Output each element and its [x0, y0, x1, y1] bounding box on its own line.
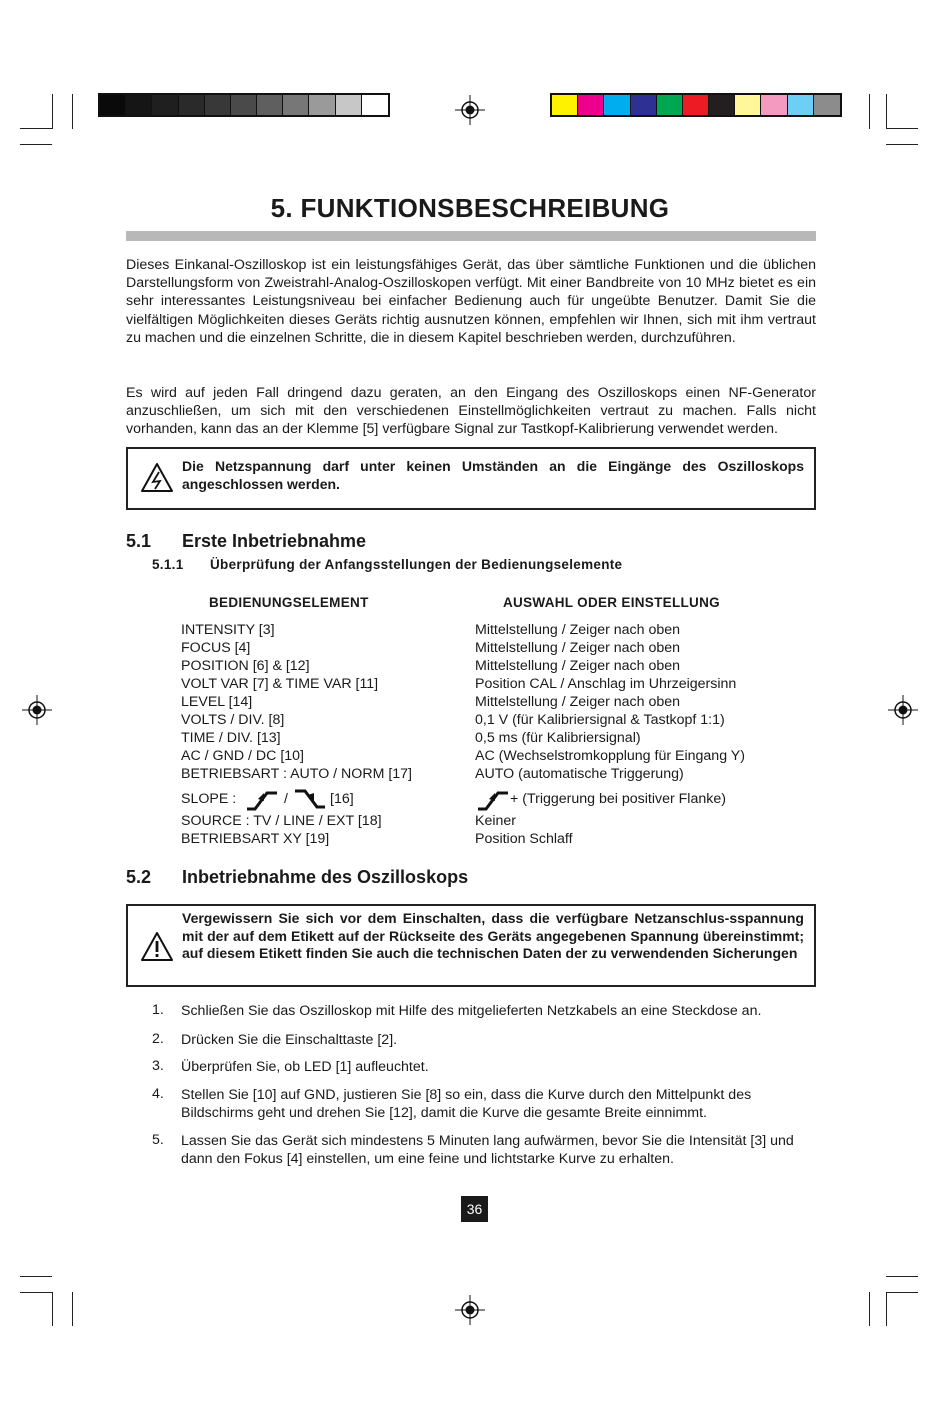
title-divider: [126, 231, 816, 241]
crop-mark: [72, 1292, 73, 1326]
registration-mark-icon: [22, 695, 52, 725]
crop-mark: [886, 94, 887, 129]
control-name: TIME / DIV. [13]: [181, 730, 281, 746]
color-calibration-bar: [550, 93, 842, 117]
step-text: Stellen Sie [10] auf GND, justieren Sie [8] so ein, dass die Kurve durch den Mittelpunkt des Bildschirms geht und drehen Sie [12], damit die Kurve die gesamte Breite einnimmt.: [181, 1087, 752, 1122]
calibration-swatch: [205, 95, 231, 115]
step-number: 2.: [152, 1031, 164, 1047]
rising-slope-icon: [476, 789, 510, 811]
control-name: SOURCE : TV / LINE / EXT [18]: [181, 813, 382, 829]
registration-mark-icon: [455, 95, 485, 125]
calibration-swatch: [126, 95, 152, 115]
section-heading: [126, 531, 726, 553]
control-name: LEVEL [14]: [181, 694, 253, 710]
calibration-swatch: [709, 95, 735, 115]
crop-mark: [886, 1292, 887, 1326]
section-label: Erste Inbetriebnahme: [182, 531, 367, 551]
page-title: 5. FUNKTIONSBESCHREIBUNG: [270, 193, 670, 223]
calibration-swatch: [552, 95, 578, 115]
slope-separator: /: [284, 791, 288, 807]
crop-mark: [72, 94, 73, 129]
control-name: BETRIEBSART : AUTO / NORM [17]: [181, 766, 413, 782]
section-heading: [126, 867, 726, 889]
control-setting: Mittelstellung / Zeiger nach oben: [475, 640, 681, 656]
step-number: 3.: [152, 1058, 164, 1074]
high-voltage-warning-icon: [140, 462, 174, 494]
control-setting: Position Schlaff: [475, 831, 573, 847]
control-name: FOCUS [4]: [181, 640, 251, 656]
calibration-swatch: [657, 95, 683, 115]
control-setting: 0,1 V (für Kalibriersignal & Tastkopf 1:1): [475, 712, 725, 728]
control-setting: AC (Wechselstromkopplung für Eingang Y): [475, 748, 745, 764]
intro-paragraph: Es wird auf jeden Fall dringend dazu geraten, an den Eingang des Oszilloskops einen NF-Generator anzuschließen, um sich mit den verschiedenen Einstellmöglichkeiten vertraut zu machen. Falls nicht vorhanden, kann das an der Klemme [5] verfügbare Signal zur Tastkopf-Kalibrierung verwendet werden.: [126, 385, 816, 438]
calibration-swatch: [604, 95, 630, 115]
caution-warning-icon: [140, 931, 174, 963]
control-setting: Mittelstellung / Zeiger nach oben: [475, 622, 681, 638]
control-name: VOLTS / DIV. [8]: [181, 712, 285, 728]
calibration-swatch: [631, 95, 657, 115]
step-number: 4.: [152, 1086, 164, 1102]
registration-mark-icon: [455, 1295, 485, 1325]
control-name: POSITION [6] & [12]: [181, 658, 310, 674]
intro-paragraph: Dieses Einkanal-Oszilloskop ist ein leistungsfähiges Gerät, das über sämtliche Funktionen und die üblichen Darstellungsform von Zweistrahl-Analog-Oszilloskopen verfügt. Mit einer Bandbreite von 10 MHz bietet es ein sehr interessantes Leistungsniveau bei einfacher Bedienung auch für ungeübte Benutzer. Damit Sie die vielfältigen Möglichkeiten dieses Geräts richtig ausnutzen können, empfehlen wir Ihnen, sich mit ihm vertraut zu machen und die einzelnen Schritte, die in diesem Kapitel beschrieben werden, durchzuführen.: [126, 257, 816, 346]
crop-mark: [52, 1292, 53, 1326]
control-setting: Position CAL / Anschlag im Uhrzeigersinn: [475, 676, 737, 692]
control-setting: 0,5 ms (für Kalibriersignal): [475, 730, 641, 746]
step-text: Drücken Sie die Einschalttaste [2].: [181, 1032, 398, 1048]
section-label: Inbetriebnahme des Oszilloskops: [182, 867, 469, 887]
calibration-swatch: [578, 95, 604, 115]
subsection-number: 5.1.1: [152, 557, 184, 572]
control-name: AC / GND / DC [10]: [181, 748, 304, 764]
section-number: 5.1: [126, 531, 152, 551]
calibration-swatch: [362, 95, 388, 115]
calibration-swatch: [761, 95, 787, 115]
calibration-swatch: [683, 95, 709, 115]
calibration-swatch: [257, 95, 283, 115]
control-name: INTENSITY [3]: [181, 622, 275, 638]
crop-mark: [20, 1292, 52, 1293]
crop-mark: [886, 144, 918, 145]
warning-text: Vergewissern Sie sich vor dem Einschalten, dass die verfügbare Netzanschlus-sspannung mit der auf dem Etikett auf der Rückseite des Geräts angegebenen Spannung übereinstimmt; auf diesem Etikett finden Sie auch die technischen Daten der zu verwendenden Sicherungen: [182, 910, 804, 961]
calibration-swatch: [309, 95, 335, 115]
step-text: Schließen Sie das Oszilloskop mit Hilfe des mitgelieferten Netzkabels an eine Steckdose an.: [181, 1003, 762, 1019]
calibration-swatch: [283, 95, 309, 115]
calibration-swatch: [152, 95, 178, 115]
crop-mark: [886, 128, 918, 129]
falling-slope-icon: [293, 789, 327, 811]
control-setting: Mittelstellung / Zeiger nach oben: [475, 658, 681, 674]
crop-mark: [52, 94, 53, 129]
control-ref: [16]: [330, 791, 354, 807]
column-header: BEDIENUNGSELEMENT: [209, 595, 369, 610]
calibration-swatch: [100, 95, 126, 115]
warning-text: Die Netzspannung darf unter keinen Umständen an die Eingänge des Oszilloskops angeschlossen werden.: [182, 458, 804, 492]
subsection-label: Überprüfung der Anfangsstellungen der Bedienungselemente: [210, 557, 623, 572]
control-setting: AUTO (automatische Triggerung): [475, 766, 684, 782]
crop-mark: [869, 1292, 870, 1326]
control-name: VOLT VAR [7] & TIME VAR [11]: [181, 676, 379, 692]
crop-mark: [886, 1276, 918, 1277]
warning-box: [126, 904, 816, 987]
step-number: 5.: [152, 1132, 164, 1148]
calibration-swatch: [814, 95, 840, 115]
crop-mark: [869, 94, 870, 129]
section-number: 5.2: [126, 867, 152, 887]
calibration-swatch: [735, 95, 761, 115]
calibration-swatch: [179, 95, 205, 115]
step-number: 1.: [152, 1002, 164, 1018]
warning-box: [126, 447, 816, 510]
control-name: BETRIEBSART XY [19]: [181, 831, 330, 847]
crop-mark: [20, 1276, 52, 1277]
rising-slope-icon: [245, 789, 279, 811]
crop-mark: [20, 128, 52, 129]
grayscale-calibration-bar: [98, 93, 390, 117]
calibration-swatch: [788, 95, 814, 115]
crop-mark: [886, 1292, 918, 1293]
control-setting: Mittelstellung / Zeiger nach oben: [475, 694, 681, 710]
crop-mark: [20, 144, 52, 145]
page-number: 36: [461, 1196, 488, 1222]
control-setting: + (Triggerung bei positiver Flanke): [510, 791, 726, 807]
calibration-swatch: [336, 95, 362, 115]
registration-mark-icon: [888, 695, 918, 725]
calibration-swatch: [231, 95, 257, 115]
step-text: Lassen Sie das Gerät sich mindestens 5 Minuten lang aufwärmen, bevor Sie die Intensität [3] und dann den Fokus [4] einstellen, um eine feine und lichtstarke Kurve zu erhalten.: [181, 1133, 794, 1168]
control-setting: Keiner: [475, 813, 517, 829]
control-name: SLOPE :: [181, 791, 237, 807]
step-text: Überprüfen Sie, ob LED [1] aufleuchtet.: [181, 1059, 429, 1075]
column-header: AUSWAHL ODER EINSTELLUNG: [503, 595, 720, 610]
